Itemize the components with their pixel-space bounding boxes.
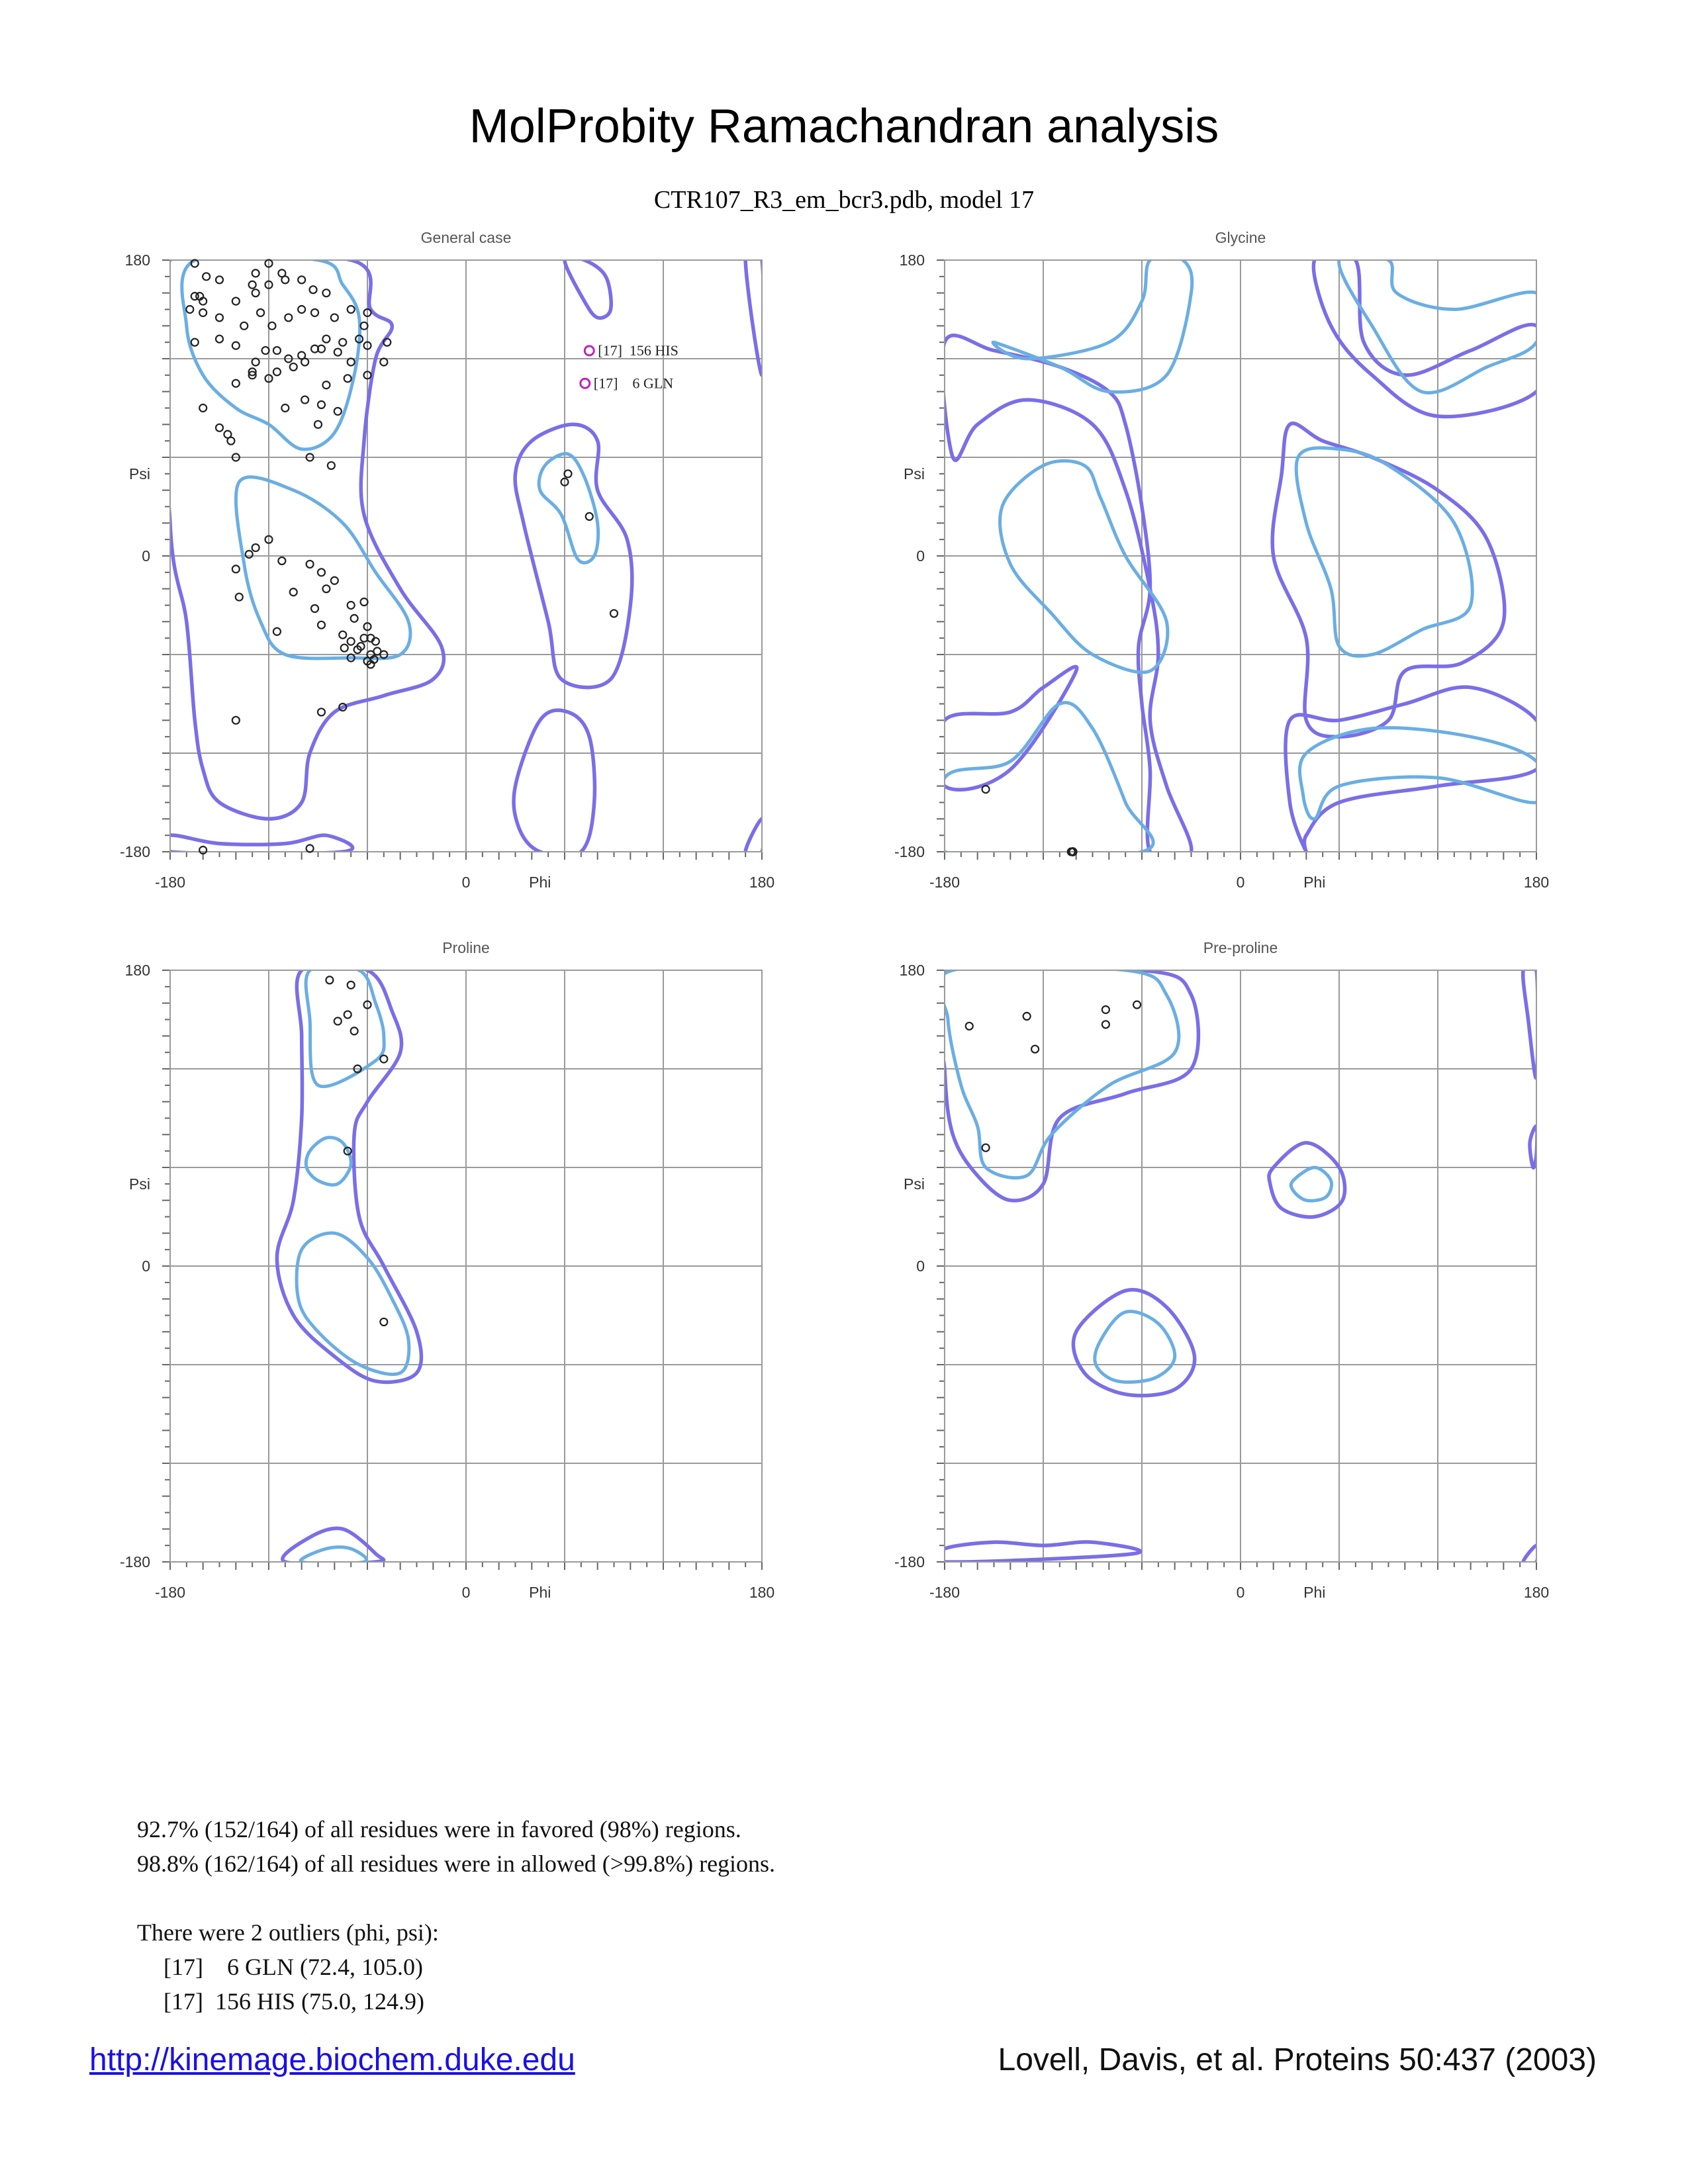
residue-point <box>361 322 368 330</box>
residue-point <box>351 615 358 622</box>
allowed-contour <box>156 239 444 819</box>
outlier-point <box>581 379 590 388</box>
outlier-label: [17] 6 GLN <box>593 375 674 392</box>
residue-point <box>322 289 330 296</box>
x-axis-label: Phi <box>529 874 551 891</box>
outlier-point <box>585 346 594 355</box>
allowed-contour <box>1269 1143 1345 1217</box>
residue-point <box>199 309 207 316</box>
residue-point <box>273 628 281 635</box>
grid <box>170 970 762 1562</box>
x-axis-label: Phi <box>1303 1584 1326 1601</box>
axes <box>894 962 1549 1601</box>
x-axis-label: Phi <box>1303 874 1326 891</box>
residue-point <box>191 339 199 346</box>
favored-contour <box>306 1138 351 1185</box>
plot-title: Glycine <box>1215 229 1266 246</box>
allowed-contour <box>929 1542 1141 1562</box>
residue-point <box>290 363 297 371</box>
summary-text <box>137 1812 775 2019</box>
residue-point <box>240 322 248 330</box>
y-axis-label: Psi <box>904 1175 925 1193</box>
residue-point <box>326 976 333 983</box>
allowed-contour <box>745 246 764 375</box>
residue-point <box>610 610 618 617</box>
allowed-contour <box>156 835 353 854</box>
residue-point <box>1023 1013 1031 1020</box>
y-tick-label: -180 <box>894 843 925 860</box>
residue-point <box>318 569 325 576</box>
residue-point <box>249 281 256 289</box>
summary-outlier-header: There were 2 outliers (phi, psi): <box>137 1919 439 1946</box>
residue-point <box>191 293 199 300</box>
allowed-contour <box>929 962 1198 1201</box>
residue-point <box>232 342 240 349</box>
x-tick-label: 0 <box>1236 874 1245 891</box>
y-tick-label: 180 <box>899 251 925 269</box>
contours <box>277 964 421 1565</box>
residue-point <box>278 269 285 277</box>
favored-contour <box>236 477 410 659</box>
residue-point <box>314 421 322 428</box>
residue-point <box>216 424 223 432</box>
summary-outlier-2: [17] 156 HIS (75.0, 124.9) <box>164 1988 424 2015</box>
residue-point <box>310 286 317 293</box>
residue-point <box>285 314 292 321</box>
residue-point <box>252 544 259 551</box>
plot-title: General case <box>420 229 512 246</box>
residue-point <box>318 708 325 715</box>
residue-point <box>351 1027 358 1034</box>
residue-point <box>322 336 330 343</box>
page-title: MolProbity Ramachandran analysis <box>469 100 1219 153</box>
residue-point <box>586 513 593 520</box>
favored-contour <box>938 966 1179 1178</box>
residue-point <box>224 431 231 438</box>
panel-general-case <box>120 229 774 891</box>
residue-point <box>262 347 269 354</box>
data-points <box>186 259 618 854</box>
allowed-contour <box>1286 687 1547 853</box>
residue-point <box>252 358 259 365</box>
axes <box>894 251 1549 891</box>
residue-point <box>311 309 318 316</box>
residue-point <box>301 358 308 365</box>
residue-point <box>322 585 330 592</box>
residue-point <box>311 605 318 612</box>
citation-text: Lovell, Davis, et al. Proteins 50:437 (2003) <box>998 2042 1597 2077</box>
residue-point <box>341 645 348 652</box>
x-tick-label: -180 <box>929 874 961 891</box>
favored-contour <box>993 255 1192 392</box>
residue-point <box>564 470 571 477</box>
residue-point <box>298 306 305 313</box>
y-tick-label: -180 <box>119 1553 150 1570</box>
plot-title: Proline <box>442 939 490 956</box>
residue-point <box>252 269 259 277</box>
residue-point <box>966 1023 973 1030</box>
y-tick-label: 0 <box>142 1257 150 1275</box>
allowed-contour <box>1073 1290 1194 1396</box>
residue-point <box>301 396 308 404</box>
residue-point <box>306 561 314 568</box>
x-tick-label: 0 <box>1236 1584 1245 1601</box>
allowed-contour <box>1272 424 1505 737</box>
y-tick-label: 0 <box>916 547 925 565</box>
residue-point <box>344 1011 352 1019</box>
residue-point <box>380 1318 387 1326</box>
panel-glycine <box>894 229 1549 891</box>
x-tick-label: -180 <box>154 1584 186 1601</box>
y-axis-label: Psi <box>904 465 925 482</box>
y-tick-label: -180 <box>894 1553 925 1570</box>
residue-point <box>348 306 355 313</box>
x-tick-label: 180 <box>1523 874 1550 891</box>
residue-point <box>216 276 223 283</box>
residue-point <box>186 306 193 313</box>
x-tick-label: 180 <box>1523 1584 1550 1601</box>
residue-point <box>318 621 325 629</box>
panel-pre-proline <box>894 939 1549 1601</box>
allowed-contour <box>745 819 764 856</box>
residue-point <box>298 276 305 283</box>
favored-contour <box>297 1233 409 1374</box>
residue-point <box>348 358 355 365</box>
residue-point <box>334 349 342 356</box>
residue-point <box>257 309 264 316</box>
residue-point <box>290 588 297 596</box>
residue-point <box>278 557 285 565</box>
y-axis-label: Psi <box>129 465 150 482</box>
residue-point <box>339 631 346 639</box>
residue-point <box>361 598 368 606</box>
residue-point <box>348 602 355 609</box>
residue-point <box>334 1017 342 1024</box>
residue-point <box>232 298 240 305</box>
allowed-contour <box>1523 960 1538 1078</box>
residue-point <box>273 347 281 354</box>
residue-point <box>203 273 210 280</box>
residue-point <box>1031 1046 1039 1053</box>
y-axis-label: Psi <box>129 1175 150 1193</box>
x-tick-label: 0 <box>461 874 471 891</box>
residue-point <box>246 551 253 558</box>
outlier-label: [17] 156 HIS <box>598 341 679 359</box>
contours <box>156 239 764 857</box>
favored-contour <box>1296 448 1472 657</box>
y-tick-label: 180 <box>124 962 150 979</box>
residue-point <box>252 289 259 296</box>
allowed-contour <box>514 710 594 856</box>
favored-contour <box>301 1547 367 1564</box>
y-tick-label: 180 <box>899 962 925 979</box>
plot-title: Pre-proline <box>1203 939 1278 956</box>
residue-point <box>331 577 338 584</box>
contours <box>929 960 1538 1564</box>
residue-point <box>1133 1001 1141 1009</box>
residue-point <box>216 336 223 343</box>
grid <box>945 970 1536 1562</box>
residue-point <box>982 786 990 793</box>
residue-point <box>380 358 387 365</box>
y-tick-label: 0 <box>142 547 150 565</box>
residue-point <box>199 404 207 412</box>
favored-contour <box>927 703 1153 860</box>
page-subtitle: CTR107_R3_em_bcr3.pdb, model 17 <box>653 186 1035 214</box>
favored-contour <box>1291 1167 1331 1201</box>
y-tick-label: 180 <box>124 251 150 269</box>
residue-point <box>1102 1006 1109 1013</box>
y-tick-label: -180 <box>119 843 150 860</box>
residue-point <box>348 638 355 645</box>
panel-proline <box>120 939 774 1601</box>
residue-point <box>322 381 330 388</box>
x-axis-label: Phi <box>529 1584 551 1601</box>
residue-point <box>232 565 240 572</box>
residue-point <box>328 462 335 469</box>
residue-point <box>273 368 281 375</box>
summary-allowed: 98.8% (162/164) of all residues were in allowed (>99.8%) regions. <box>137 1850 776 1877</box>
residue-point <box>348 981 355 989</box>
x-tick-label: 0 <box>461 1584 471 1601</box>
residue-point <box>281 404 289 412</box>
x-tick-label: 180 <box>749 874 775 891</box>
allowed-contour <box>565 256 611 318</box>
residue-point <box>331 314 338 321</box>
summary-favored: 92.7% (152/164) of all residues were in favored (98%) regions. <box>137 1816 741 1843</box>
residue-point <box>339 339 346 346</box>
kinemage-link[interactable]: http://kinemage.biochem.duke.edu <box>89 2042 575 2077</box>
residue-point <box>216 314 223 321</box>
y-tick-label: 0 <box>916 1257 925 1275</box>
residue-point <box>268 322 275 330</box>
x-tick-label: -180 <box>154 874 186 891</box>
residue-point <box>232 717 240 724</box>
data-points <box>982 786 1077 855</box>
residue-point <box>318 401 325 408</box>
summary-outlier-1: [17] 6 GLN (72.4, 105.0) <box>164 1954 423 1980</box>
residue-point <box>306 845 314 852</box>
grid <box>945 260 1536 852</box>
residue-point <box>380 1056 387 1063</box>
favored-contour <box>1095 1312 1175 1383</box>
axes <box>120 962 774 1601</box>
x-tick-label: 180 <box>749 1584 775 1601</box>
residue-point <box>334 408 342 415</box>
residue-point <box>232 380 240 387</box>
residue-point <box>1102 1021 1109 1028</box>
residue-point <box>236 594 243 601</box>
x-tick-label: -180 <box>929 1584 961 1601</box>
residue-point <box>982 1144 990 1152</box>
favored-contour <box>182 254 360 449</box>
residue-point <box>344 375 352 382</box>
residue-point <box>373 648 381 655</box>
